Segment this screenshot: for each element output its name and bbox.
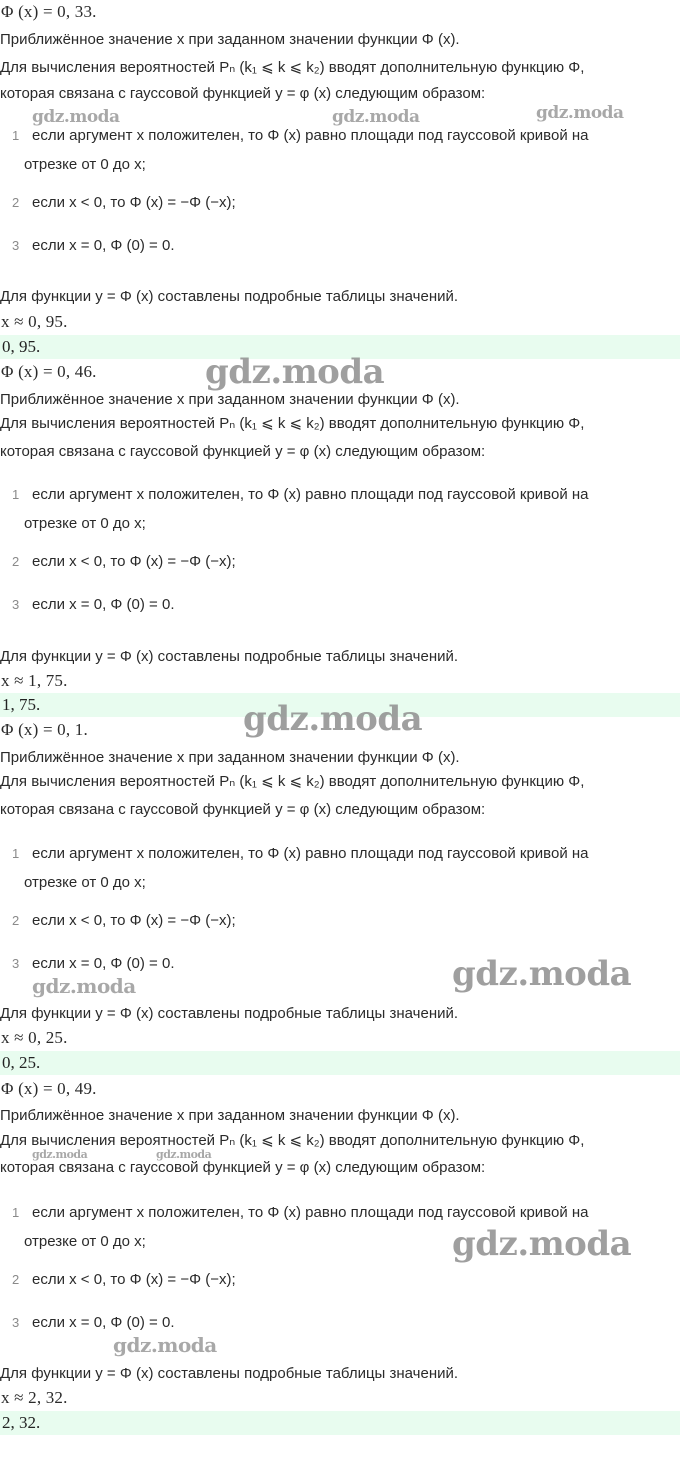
list-number: 3 [12,238,20,253]
list-item-2 [0,1270,236,1290]
list-item-text: если аргумент x положителен, то Φ (x) равно площади под гауссовой кривой на [32,127,589,144]
list-item-text: если x = 0, Φ (0) = 0. [32,596,175,613]
list-item-2 [0,552,236,572]
watermark-logo: gdz.moda [452,954,632,994]
list-number: 1 [12,1205,20,1220]
x-approx: x ≈ 0, 95. [1,312,68,331]
intro-line-2: которая связана с гауссовой функцией y = φ (x) следующим образом: [0,801,486,818]
list-number: 3 [12,1315,20,1330]
watermark-logo: gdz.moda [536,103,624,123]
intro-line-1: Для вычисления вероятностей Pₙ (k₁ ⩽ k ⩽ k₂) вводят дополнительную функцию Φ, [0,415,585,432]
list-item-1 [0,844,589,864]
watermark-logo: gdz.moda [332,107,420,127]
list-item-text: если x < 0, то Φ (x) = −Φ (−x); [32,553,236,570]
x-approx: x ≈ 1, 75. [1,671,68,690]
phi-value: Φ (x) = 0, 49. [1,1079,97,1098]
list-item-text: если x = 0, Φ (0) = 0. [32,1314,175,1331]
watermark-logo: gdz.moda [452,1224,632,1264]
list-item-3 [0,595,175,615]
intro-line-1: Для вычисления вероятностей Pₙ (k₁ ⩽ k ⩽ k₂) вводят дополнительную функцию Φ, [0,59,585,76]
list-number: 1 [12,487,20,502]
intro-line-2: которая связана с гауссовой функцией y = φ (x) следующим образом: [0,443,486,460]
phi-value: Φ (x) = 0, 46. [1,362,97,381]
list-item-text: если x = 0, Φ (0) = 0. [32,237,175,254]
list-item-1 [0,126,589,146]
approx-text: Приближённое значение x при заданном значении функции Φ (x). [0,749,460,766]
tables-text: Для функции y = Φ (x) составлены подробные таблицы значений. [0,1005,459,1022]
list-item-1 [0,485,589,505]
tables-text: Для функции y = Φ (x) составлены подробные таблицы значений. [0,288,459,305]
section-2 [0,360,680,720]
approx-text: Приближённое значение x при заданном значении функции Φ (x). [0,1107,460,1124]
section-3 [0,718,680,1078]
list-item-3 [0,1313,175,1333]
list-item-continuation: отрезке от 0 до x; [24,156,146,173]
answer-box: 0, 95. [0,335,680,359]
intro-line-1: Для вычисления вероятностей Pₙ (k₁ ⩽ k ⩽ k₂) вводят дополнительную функцию Φ, [0,1132,585,1149]
list-item-continuation: отрезке от 0 до x; [24,515,146,532]
x-approx: x ≈ 0, 25. [1,1028,68,1047]
watermark-logo: gdz.moda [32,107,120,127]
list-number: 2 [12,913,20,928]
watermark-logo: gdz.moda [205,352,385,392]
list-item-text: если аргумент x положителен, то Φ (x) равно площади под гауссовой кривой на [32,845,589,862]
list-number: 3 [12,597,20,612]
approx-text: Приближённое значение x при заданном значении функции Φ (x). [0,391,460,408]
list-number: 1 [12,128,20,143]
list-item-text: если x < 0, то Φ (x) = −Φ (−x); [32,194,236,211]
section-1 [0,0,680,360]
list-number: 2 [12,195,20,210]
answer-box: 1, 75. [0,693,680,717]
list-item-3 [0,954,175,974]
watermark-logo: gdz.moda [156,1148,212,1161]
answer-box: 2, 32. [0,1411,680,1435]
list-item-continuation: отрезке от 0 до x; [24,1233,146,1250]
tables-text: Для функции y = Φ (x) составлены подробные таблицы значений. [0,648,459,665]
watermark-logo: gdz.moda [113,1333,217,1357]
list-item-text: если x < 0, то Φ (x) = −Φ (−x); [32,912,236,929]
intro-line-2: которая связана с гауссовой функцией y = φ (x) следующим образом: [0,1159,486,1176]
section-4 [0,1077,680,1437]
list-item-text: если x = 0, Φ (0) = 0. [32,955,175,972]
phi-value: Φ (x) = 0, 33. [1,2,97,21]
list-number: 1 [12,846,20,861]
list-item-2 [0,911,236,931]
watermark-logo: gdz.moda [32,1148,88,1161]
watermark-logo: gdz.moda [32,974,136,998]
phi-value: Φ (x) = 0, 1. [1,720,88,739]
list-item-2 [0,193,236,213]
intro-line-1: Для вычисления вероятностей Pₙ (k₁ ⩽ k ⩽ k₂) вводят дополнительную функцию Φ, [0,773,585,790]
list-item-text: если аргумент x положителен, то Φ (x) равно площади под гауссовой кривой на [32,1204,589,1221]
intro-line-2: которая связана с гауссовой функцией y = φ (x) следующим образом: [0,85,486,102]
watermark-logo: gdz.moda [243,699,423,739]
approx-text: Приближённое значение x при заданном значении функции Φ (x). [0,31,460,48]
answer-box: 0, 25. [0,1051,680,1075]
list-number: 2 [12,1272,20,1287]
list-item-continuation: отрезке от 0 до x; [24,874,146,891]
tables-text: Для функции y = Φ (x) составлены подробные таблицы значений. [0,1365,459,1382]
list-item-text: если аргумент x положителен, то Φ (x) равно площади под гауссовой кривой на [32,486,589,503]
x-approx: x ≈ 2, 32. [1,1388,68,1407]
list-number: 2 [12,554,20,569]
list-item-text: если x < 0, то Φ (x) = −Φ (−x); [32,1271,236,1288]
list-number: 3 [12,956,20,971]
list-item-1 [0,1203,589,1223]
list-item-3 [0,236,175,256]
